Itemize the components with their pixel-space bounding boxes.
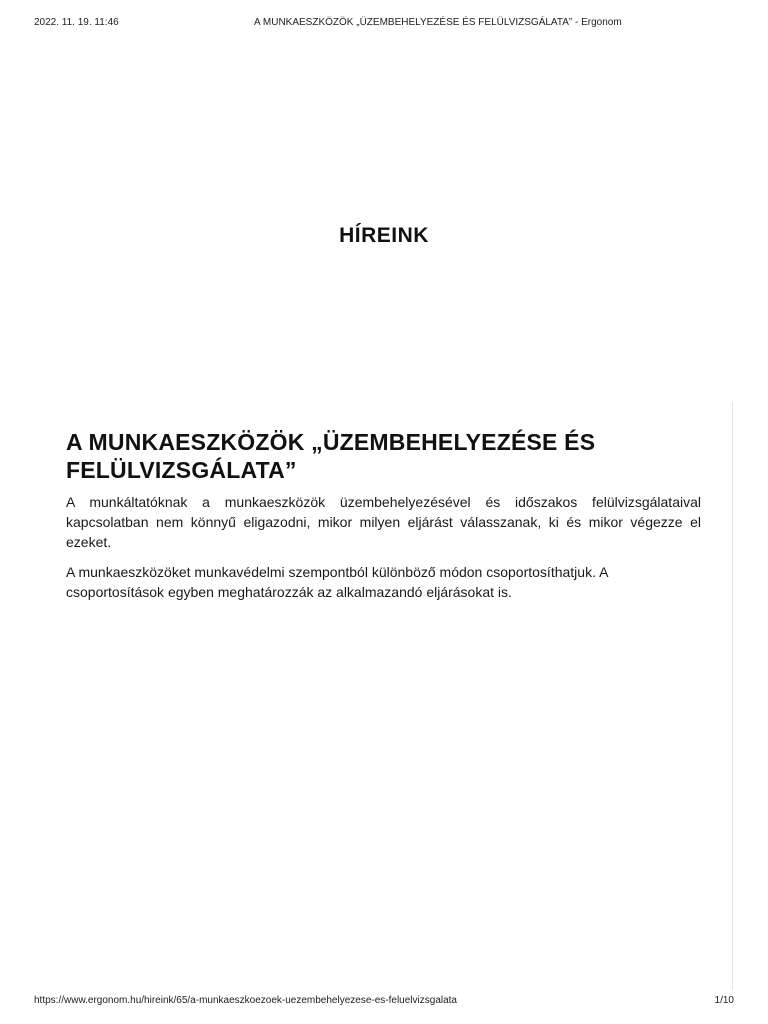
- page-url-link[interactable]: https://www.ergonom.hu/hireink/65/a-munkaeszkoezoek-uezembehelyezese-es-feluelvizsgalata: [34, 995, 457, 1006]
- article: [66, 428, 701, 612]
- section-title: HÍREINK: [339, 224, 429, 247]
- content-divider-line: [732, 402, 733, 990]
- article-paragraph: A munkáltatóknak a munkaeszközök üzembehelyezésével és időszakos felülvizsgálataival kapcsolatban nem könnyű eligazodni, mikor milyen eljárást válasszanak, ki és mikor végezze el ezeket.: [66, 494, 701, 550]
- print-footer: [34, 995, 734, 1009]
- article-heading: A MUNKAESZKÖZÖK „ÜZEMBEHELYEZÉSE ÉS FELÜLVIZSGÁLATA”: [66, 429, 596, 483]
- print-header: [34, 17, 734, 31]
- page-number: 1/10: [714, 995, 734, 1006]
- article-paragraph: A munkaeszközöket munkavédelmi szempontból különböző módon csoportosíthatjuk. A csoportosítások egyben meghatározzák az alkalmazandó eljárásokat is.: [66, 564, 608, 600]
- print-datetime: 2022. 11. 19. 11:46: [34, 17, 119, 28]
- print-page-title: A MUNKAESZKÖZÖK „ÜZEMBEHELYEZÉSE ÉS FELÜLVIZSGÁLATA” - Ergonom: [254, 17, 622, 28]
